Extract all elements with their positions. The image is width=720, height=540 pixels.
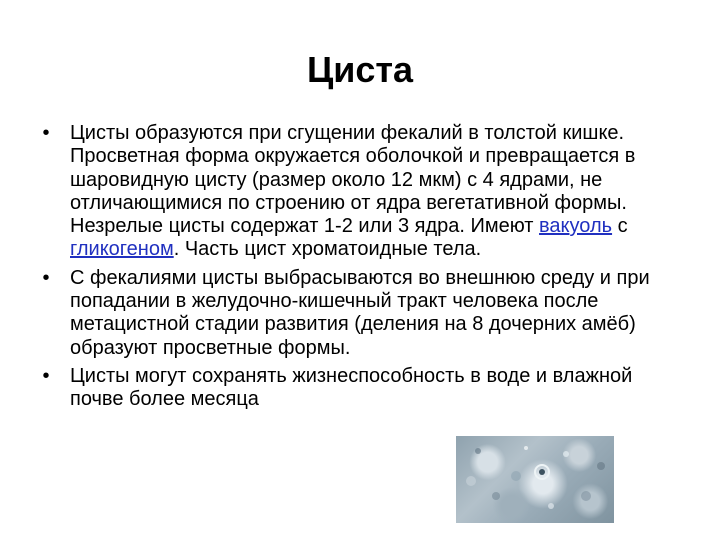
bullet-text: . Часть цист хроматоидные тела. xyxy=(173,238,482,261)
bullet-text: с xyxy=(612,215,628,238)
bullet-marker: • xyxy=(42,364,50,387)
cyst-micrograph-drawing xyxy=(456,436,614,523)
cyst-micrograph-image xyxy=(456,436,614,523)
vacuole-link[interactable]: вакуоль xyxy=(539,215,613,238)
bullet-item-3 xyxy=(36,365,676,412)
bullet-item-2 xyxy=(36,267,676,360)
bullet-marker: • xyxy=(42,122,50,144)
bullet-list xyxy=(36,122,676,417)
slide-title: Циста xyxy=(306,49,414,90)
bullet-item-1 xyxy=(36,122,676,262)
bullet-text: С фекалиями цисты выбрасываются во внешнюю среду и при попадании в желудочно-кишечный тракт человека после метацистной стадии развития (деления на 8 дочерних амёб) образуют просветные формы. xyxy=(70,266,650,359)
bullet-marker: • xyxy=(42,266,50,289)
bullet-text: Цисты образуются при сгущении фекалий в толстой кишке. Просветная форма окружается оболочкой и превращается в шаровидную цисту (размер около 12 мкм) с 4 ядрами, не отличающимися по строению от ядра вегетативной формы. Незрелые цисты содержат 1-2 или 3 ядра. Имеют xyxy=(70,122,636,238)
glycogen-link[interactable]: гликогеном xyxy=(70,238,174,261)
bullet-text: Цисты могут сохранять жизнеспособность в воде и влажной почве более месяца xyxy=(70,364,633,411)
